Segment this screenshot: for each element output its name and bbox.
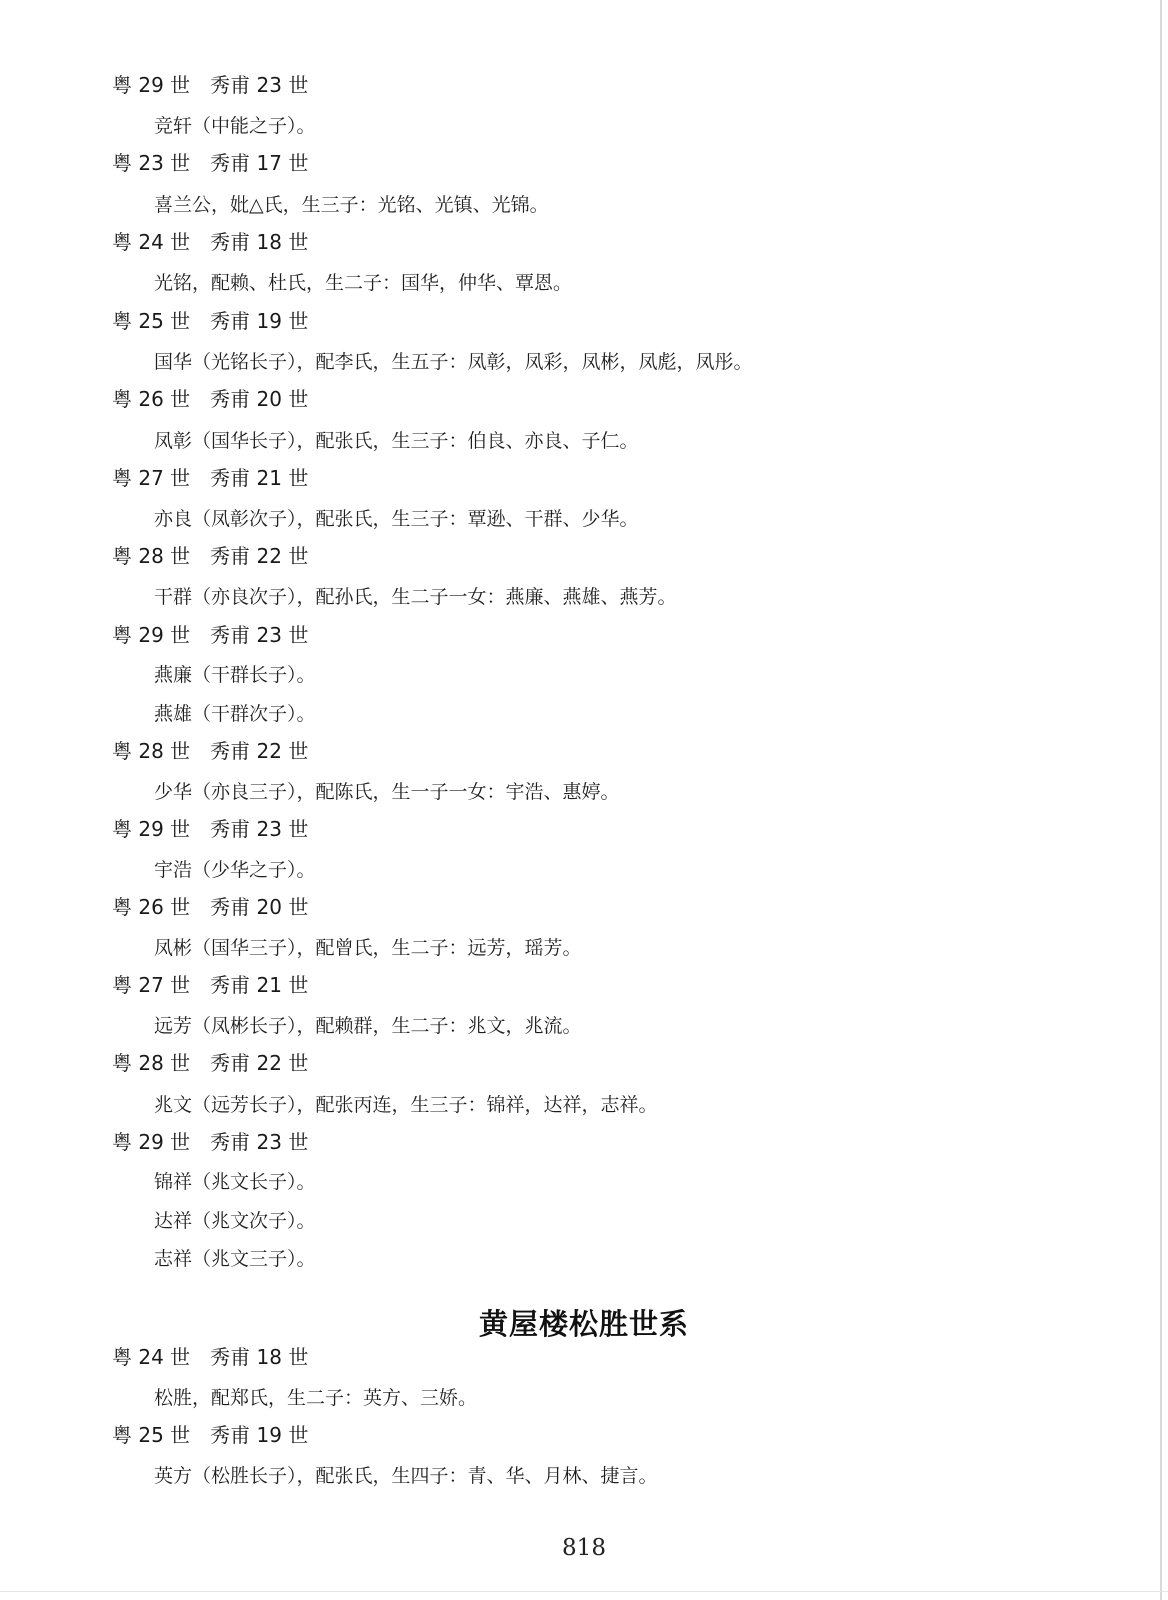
genealogy-entry: 燕雄（干群次子）。 — [154, 703, 316, 725]
generation-heading: 粤 28 世 秀甫 22 世 — [112, 1051, 309, 1075]
generation-heading: 粤 28 世 秀甫 22 世 — [112, 544, 309, 568]
genealogy-entry: 志祥（兆文三子）。 — [154, 1248, 316, 1270]
genealogy-entry: 兆文（远芳长子），配张丙连，生三子：锦祥，达祥，志祥。 — [154, 1094, 658, 1116]
generation-heading: 粤 29 世 秀甫 23 世 — [112, 1130, 309, 1154]
genealogy-entry: 凤彰（国华长子），配张氏，生三子：伯良、亦良、子仁。 — [154, 430, 639, 452]
genealogy-entry: 国华（光铭长子），配李氏，生五子：凤彰，凤彩，凤彬，凤彪，凤彤。 — [154, 351, 753, 373]
genealogy-entry: 达祥（兆文次子）。 — [154, 1210, 316, 1232]
page-edge-bottom — [0, 1591, 1168, 1592]
page-edge — [1160, 0, 1162, 1600]
genealogy-entry: 英方（松胜长子），配张氏，生四子：青、华、月林、捷言。 — [154, 1465, 658, 1487]
generation-heading: 粤 27 世 秀甫 21 世 — [112, 973, 309, 997]
genealogy-entry: 亦良（凤彰次子），配张氏，生三子：覃逊、干群、少华。 — [154, 508, 639, 530]
genealogy-entry: 喜兰公，妣△氏，生三子：光铭、光镇、光锦。 — [154, 194, 549, 216]
generation-heading: 粤 29 世 秀甫 23 世 — [112, 623, 309, 647]
generation-heading: 粤 24 世 秀甫 18 世 — [112, 230, 309, 254]
generation-heading: 粤 27 世 秀甫 21 世 — [112, 466, 309, 490]
generation-heading: 粤 29 世 秀甫 23 世 — [112, 817, 309, 841]
generation-heading: 粤 26 世 秀甫 20 世 — [112, 895, 309, 919]
genealogy-entry: 光铭，配赖、杜氏，生二子：国华，仲华、覃恩。 — [154, 272, 573, 294]
genealogy-entry: 干群（亦良次子），配孙氏，生二子一女：燕廉、燕雄、燕芳。 — [154, 586, 677, 608]
genealogy-entry: 锦祥（兆文长子）。 — [154, 1171, 316, 1193]
genealogy-entry: 少华（亦良三子），配陈氏，生一子一女：宇浩、惠婷。 — [154, 781, 620, 803]
generation-heading: 粤 24 世 秀甫 18 世 — [112, 1345, 309, 1369]
page-number: 818 — [562, 1535, 606, 1561]
genealogy-entry: 竞轩（中能之子）。 — [154, 115, 316, 137]
generation-heading: 粤 26 世 秀甫 20 世 — [112, 387, 309, 411]
generation-heading: 粤 23 世 秀甫 17 世 — [112, 151, 309, 175]
genealogy-entry: 凤彬（国华三子），配曾氏，生二子：远芳，瑶芳。 — [154, 937, 582, 959]
generation-heading: 粤 29 世 秀甫 23 世 — [112, 73, 309, 97]
generation-heading: 粤 25 世 秀甫 19 世 — [112, 309, 309, 333]
section-title: 黄屋楼松胜世系 — [478, 1307, 689, 1341]
genealogy-entry: 松胜，配郑氏，生二子：英方、三娇。 — [154, 1387, 478, 1409]
genealogy-entry: 宇浩（少华之子）。 — [154, 859, 316, 881]
genealogy-entry: 燕廉（干群长子）。 — [154, 664, 316, 686]
genealogy-entry: 远芳（凤彬长子），配赖群，生二子：兆文，兆流。 — [154, 1015, 582, 1037]
generation-heading: 粤 28 世 秀甫 22 世 — [112, 739, 309, 763]
generation-heading: 粤 25 世 秀甫 19 世 — [112, 1423, 309, 1447]
